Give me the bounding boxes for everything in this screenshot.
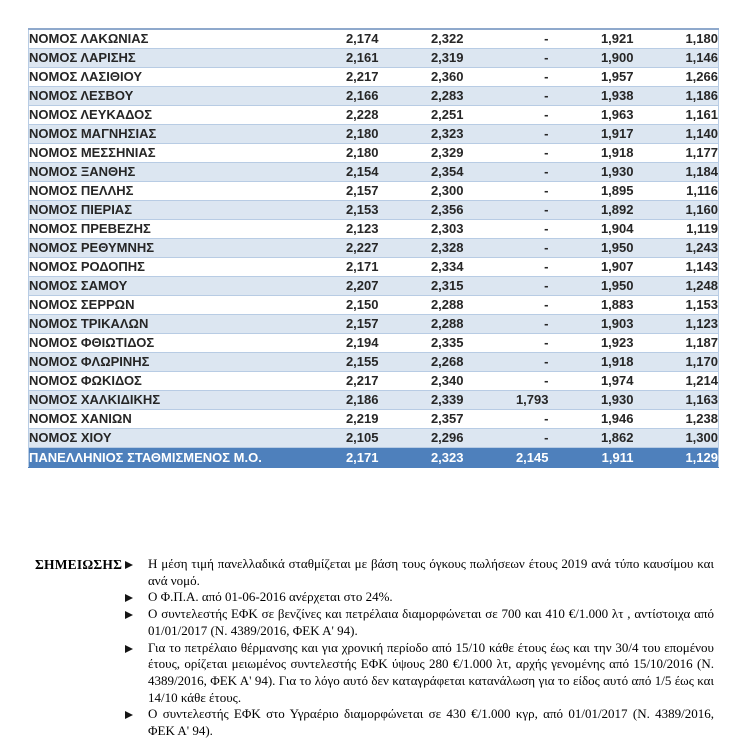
prefecture-name-cell: ΝΟΜΟΣ ΠΙΕΡΙΑΣ bbox=[29, 200, 294, 219]
table-row bbox=[29, 371, 719, 390]
table-row bbox=[29, 352, 719, 371]
value-cell: 1,116 bbox=[634, 181, 719, 200]
value-cell: - bbox=[464, 352, 549, 371]
value-cell: 2,323 bbox=[379, 124, 464, 143]
table-row bbox=[29, 257, 719, 276]
value-cell: 2,219 bbox=[294, 409, 379, 428]
notes-label: ΣΗΜΕΙΩΣΗΣ bbox=[35, 557, 123, 572]
table-row bbox=[29, 105, 719, 124]
prefecture-name-cell: ΝΟΜΟΣ ΤΡΙΚΑΛΩΝ bbox=[29, 314, 294, 333]
prefecture-name-cell: ΝΟΜΟΣ ΜΕΣΣΗΝΙΑΣ bbox=[29, 143, 294, 162]
value-cell: 1,146 bbox=[634, 48, 719, 67]
table-body bbox=[29, 29, 719, 467]
prefecture-name-cell: ΝΟΜΟΣ ΦΘΙΩΤΙΔΟΣ bbox=[29, 333, 294, 352]
table-row bbox=[29, 333, 719, 352]
value-cell: - bbox=[464, 314, 549, 333]
value-cell: 2,329 bbox=[379, 143, 464, 162]
table-row bbox=[29, 314, 719, 333]
value-cell: 1,140 bbox=[634, 124, 719, 143]
value-cell: 2,340 bbox=[379, 371, 464, 390]
prefecture-name-cell: ΠΑΝΕΛΛΗΝΙΟΣ ΣΤΑΘΜΙΣΜΕΝΟΣ Μ.Ο. bbox=[29, 447, 294, 467]
value-cell: 1,974 bbox=[549, 371, 634, 390]
table-row bbox=[29, 143, 719, 162]
value-cell: 2,105 bbox=[294, 428, 379, 447]
prefecture-name-cell: ΝΟΜΟΣ ΦΩΚΙΔΟΣ bbox=[29, 371, 294, 390]
value-cell: 1,907 bbox=[549, 257, 634, 276]
table-row bbox=[29, 428, 719, 447]
arrowhead-bullet-icon bbox=[125, 706, 148, 719]
prefecture-name-cell: ΝΟΜΟΣ ΞΑΝΘΗΣ bbox=[29, 162, 294, 181]
value-cell: 2,288 bbox=[379, 295, 464, 314]
value-cell: - bbox=[464, 29, 549, 48]
value-cell: - bbox=[464, 371, 549, 390]
value-cell: 2,155 bbox=[294, 352, 379, 371]
value-cell: 2,157 bbox=[294, 314, 379, 333]
value-cell: 1,186 bbox=[634, 86, 719, 105]
value-cell: 2,194 bbox=[294, 333, 379, 352]
value-cell: 1,946 bbox=[549, 409, 634, 428]
value-cell: 1,963 bbox=[549, 105, 634, 124]
value-cell: 1,930 bbox=[549, 390, 634, 409]
value-cell: 1,917 bbox=[549, 124, 634, 143]
value-cell: 2,154 bbox=[294, 162, 379, 181]
table-row bbox=[29, 276, 719, 295]
value-cell: - bbox=[464, 181, 549, 200]
arrowhead-bullet-icon bbox=[125, 640, 148, 653]
value-cell: 2,356 bbox=[379, 200, 464, 219]
value-cell: 2,334 bbox=[379, 257, 464, 276]
table-row bbox=[29, 29, 719, 48]
prefecture-name-cell: ΝΟΜΟΣ ΛΕΥΚΑΔΟΣ bbox=[29, 105, 294, 124]
value-cell: 1,184 bbox=[634, 162, 719, 181]
value-cell: 2,150 bbox=[294, 295, 379, 314]
prefecture-name-cell: ΝΟΜΟΣ ΠΕΛΛΗΣ bbox=[29, 181, 294, 200]
value-cell: 2,360 bbox=[379, 67, 464, 86]
table-row bbox=[29, 238, 719, 257]
value-cell: 2,268 bbox=[379, 352, 464, 371]
value-cell: 1,918 bbox=[549, 352, 634, 371]
value-cell: 2,288 bbox=[379, 314, 464, 333]
value-cell: 2,157 bbox=[294, 181, 379, 200]
note-item bbox=[125, 706, 714, 739]
value-cell: 1,163 bbox=[634, 390, 719, 409]
value-cell: 2,207 bbox=[294, 276, 379, 295]
value-cell: - bbox=[464, 409, 549, 428]
table-row bbox=[29, 86, 719, 105]
value-cell: 2,186 bbox=[294, 390, 379, 409]
value-cell: 1,930 bbox=[549, 162, 634, 181]
prefecture-name-cell: ΝΟΜΟΣ ΣΕΡΡΩΝ bbox=[29, 295, 294, 314]
note-text: Η μέση τιμή πανελλαδικά σταθμίζεται με βάση τους όγκους πωλήσεων έτους 2019 ανά τύπο καυσίμου και ανά νομό. bbox=[148, 556, 714, 588]
value-cell: 1,921 bbox=[549, 29, 634, 48]
prefecture-name-cell: ΝΟΜΟΣ ΧΙΟΥ bbox=[29, 428, 294, 447]
note-item bbox=[125, 606, 714, 639]
value-cell: 2,283 bbox=[379, 86, 464, 105]
prefecture-name-cell: ΝΟΜΟΣ ΠΡΕΒΕΖΗΣ bbox=[29, 219, 294, 238]
value-cell: - bbox=[464, 143, 549, 162]
table-row bbox=[29, 162, 719, 181]
prefecture-name-cell: ΝΟΜΟΣ ΧΑΛΚΙΔΙΚΗΣ bbox=[29, 390, 294, 409]
value-cell: 2,335 bbox=[379, 333, 464, 352]
table-row bbox=[29, 124, 719, 143]
value-cell: 2,228 bbox=[294, 105, 379, 124]
prefecture-name-cell: ΝΟΜΟΣ ΡΕΘΥΜΝΗΣ bbox=[29, 238, 294, 257]
value-cell: - bbox=[464, 333, 549, 352]
value-cell: 1,161 bbox=[634, 105, 719, 124]
value-cell: 2,123 bbox=[294, 219, 379, 238]
prefecture-name-cell: ΝΟΜΟΣ ΛΑΚΩΝΙΑΣ bbox=[29, 29, 294, 48]
value-cell: - bbox=[464, 86, 549, 105]
value-cell: 1,266 bbox=[634, 67, 719, 86]
value-cell: 1,160 bbox=[634, 200, 719, 219]
table-row bbox=[29, 200, 719, 219]
value-cell: 1,793 bbox=[464, 390, 549, 409]
prefecture-name-cell: ΝΟΜΟΣ ΧΑΝΙΩΝ bbox=[29, 409, 294, 428]
value-cell: 1,923 bbox=[549, 333, 634, 352]
table-row bbox=[29, 219, 719, 238]
value-cell: 2,354 bbox=[379, 162, 464, 181]
value-cell: 1,957 bbox=[549, 67, 634, 86]
value-cell: 2,161 bbox=[294, 48, 379, 67]
value-cell: 1,170 bbox=[634, 352, 719, 371]
value-cell: 1,900 bbox=[549, 48, 634, 67]
value-cell: - bbox=[464, 295, 549, 314]
value-cell: - bbox=[464, 48, 549, 67]
notes-section bbox=[35, 556, 714, 740]
value-cell: 2,180 bbox=[294, 124, 379, 143]
value-cell: 1,243 bbox=[634, 238, 719, 257]
note-item bbox=[125, 640, 714, 707]
value-cell: - bbox=[464, 238, 549, 257]
value-cell: 1,904 bbox=[549, 219, 634, 238]
value-cell: 1,911 bbox=[549, 447, 634, 467]
value-cell: 1,950 bbox=[549, 238, 634, 257]
prefecture-name-cell: ΝΟΜΟΣ ΛΕΣΒΟΥ bbox=[29, 86, 294, 105]
arrowhead-bullet-icon bbox=[125, 606, 148, 619]
value-cell: 1,903 bbox=[549, 314, 634, 333]
value-cell: 1,143 bbox=[634, 257, 719, 276]
table-row bbox=[29, 181, 719, 200]
value-cell: 1,892 bbox=[549, 200, 634, 219]
value-cell: 1,862 bbox=[549, 428, 634, 447]
value-cell: 1,300 bbox=[634, 428, 719, 447]
note-item bbox=[125, 589, 714, 606]
value-cell: 1,895 bbox=[549, 181, 634, 200]
value-cell: - bbox=[464, 428, 549, 447]
value-cell: 1,883 bbox=[549, 295, 634, 314]
value-cell: - bbox=[464, 257, 549, 276]
value-cell: - bbox=[464, 276, 549, 295]
value-cell: 2,300 bbox=[379, 181, 464, 200]
note-text: Ο συντελεστής ΕΦΚ σε βενζίνες και πετρέλαια διαμορφώνεται σε 700 και 410 €/1.000 λτ , αντίστοιχα από 01/01/2017 (Ν. 4389/2016, ΦΕΚ Α' 94). bbox=[148, 606, 714, 638]
note-text: Για το πετρέλαιο θέρμανσης και για χρονική περίοδο από 15/10 κάθε έτους έως και την 30/4 του επομένου έτους, ορίζεται μειωμένος συντελεστής ΕΦΚ ύψους 280 €/1.000 λτ, αρχής γενομένης από 15/10/2016 (Ν. 4389/2016, ΦΕΚ Α' 94). Για το λόγο αυτό δεν καταγράφεται κατανάλωση για το είδος αυτό από 1/5 έως και 14/10 κάθε έτους. bbox=[148, 639, 714, 705]
value-cell: 2,153 bbox=[294, 200, 379, 219]
value-cell: 2,145 bbox=[464, 447, 549, 467]
prefecture-name-cell: ΝΟΜΟΣ ΛΑΣΙΘΙΟΥ bbox=[29, 67, 294, 86]
prefecture-price-table bbox=[28, 28, 719, 468]
value-cell: 1,153 bbox=[634, 295, 719, 314]
prefecture-name-cell: ΝΟΜΟΣ ΛΑΡΙΣΗΣ bbox=[29, 48, 294, 67]
note-item bbox=[125, 556, 714, 589]
table-row bbox=[29, 48, 719, 67]
value-cell: 1,238 bbox=[634, 409, 719, 428]
table-footer-row bbox=[29, 447, 719, 467]
value-cell: 2,357 bbox=[379, 409, 464, 428]
value-cell: 1,938 bbox=[549, 86, 634, 105]
value-cell: 2,322 bbox=[379, 29, 464, 48]
notes-list bbox=[125, 556, 714, 740]
value-cell: 1,129 bbox=[634, 447, 719, 467]
note-text: Ο συντελεστής ΕΦΚ στο Υγραέριο διαμορφώνεται σε 430 €/1.000 κγρ, από 01/01/2017 (Ν. 4389/2016, ΦΕΚ Α' 94). bbox=[148, 706, 714, 739]
value-cell: 2,328 bbox=[379, 238, 464, 257]
value-cell: 2,323 bbox=[379, 447, 464, 467]
prefecture-name-cell: ΝΟΜΟΣ ΜΑΓΝΗΣΙΑΣ bbox=[29, 124, 294, 143]
value-cell: 1,177 bbox=[634, 143, 719, 162]
value-cell: 1,950 bbox=[549, 276, 634, 295]
value-cell: 2,166 bbox=[294, 86, 379, 105]
value-cell: 2,217 bbox=[294, 67, 379, 86]
value-cell: 1,119 bbox=[634, 219, 719, 238]
value-cell: 1,214 bbox=[634, 371, 719, 390]
table-row bbox=[29, 67, 719, 86]
value-cell: 1,180 bbox=[634, 29, 719, 48]
value-cell: 2,171 bbox=[294, 447, 379, 467]
arrowhead-bullet-icon bbox=[125, 589, 148, 602]
table-row bbox=[29, 295, 719, 314]
value-cell: 2,217 bbox=[294, 371, 379, 390]
value-cell: 1,123 bbox=[634, 314, 719, 333]
value-cell: 2,171 bbox=[294, 257, 379, 276]
value-cell: 2,227 bbox=[294, 238, 379, 257]
value-cell: 1,248 bbox=[634, 276, 719, 295]
prefecture-name-cell: ΝΟΜΟΣ ΦΛΩΡΙΝΗΣ bbox=[29, 352, 294, 371]
table-row bbox=[29, 409, 719, 428]
table-row bbox=[29, 390, 719, 409]
value-cell: 1,918 bbox=[549, 143, 634, 162]
prefecture-name-cell: ΝΟΜΟΣ ΡΟΔΟΠΗΣ bbox=[29, 257, 294, 276]
arrowhead-bullet-icon bbox=[125, 556, 148, 569]
value-cell: - bbox=[464, 200, 549, 219]
value-cell: 2,180 bbox=[294, 143, 379, 162]
value-cell: 2,319 bbox=[379, 48, 464, 67]
value-cell: 2,296 bbox=[379, 428, 464, 447]
value-cell: - bbox=[464, 67, 549, 86]
value-cell: 2,315 bbox=[379, 276, 464, 295]
prefecture-name-cell: ΝΟΜΟΣ ΣΑΜΟΥ bbox=[29, 276, 294, 295]
value-cell: 2,303 bbox=[379, 219, 464, 238]
value-cell: 2,251 bbox=[379, 105, 464, 124]
value-cell: - bbox=[464, 219, 549, 238]
value-cell: 2,174 bbox=[294, 29, 379, 48]
value-cell: 1,187 bbox=[634, 333, 719, 352]
value-cell: 2,339 bbox=[379, 390, 464, 409]
note-text: Ο Φ.Π.Α. από 01-06-2016 ανέρχεται στο 24%. bbox=[148, 589, 393, 605]
value-cell: - bbox=[464, 162, 549, 181]
value-cell: - bbox=[464, 124, 549, 143]
value-cell: - bbox=[464, 105, 549, 124]
